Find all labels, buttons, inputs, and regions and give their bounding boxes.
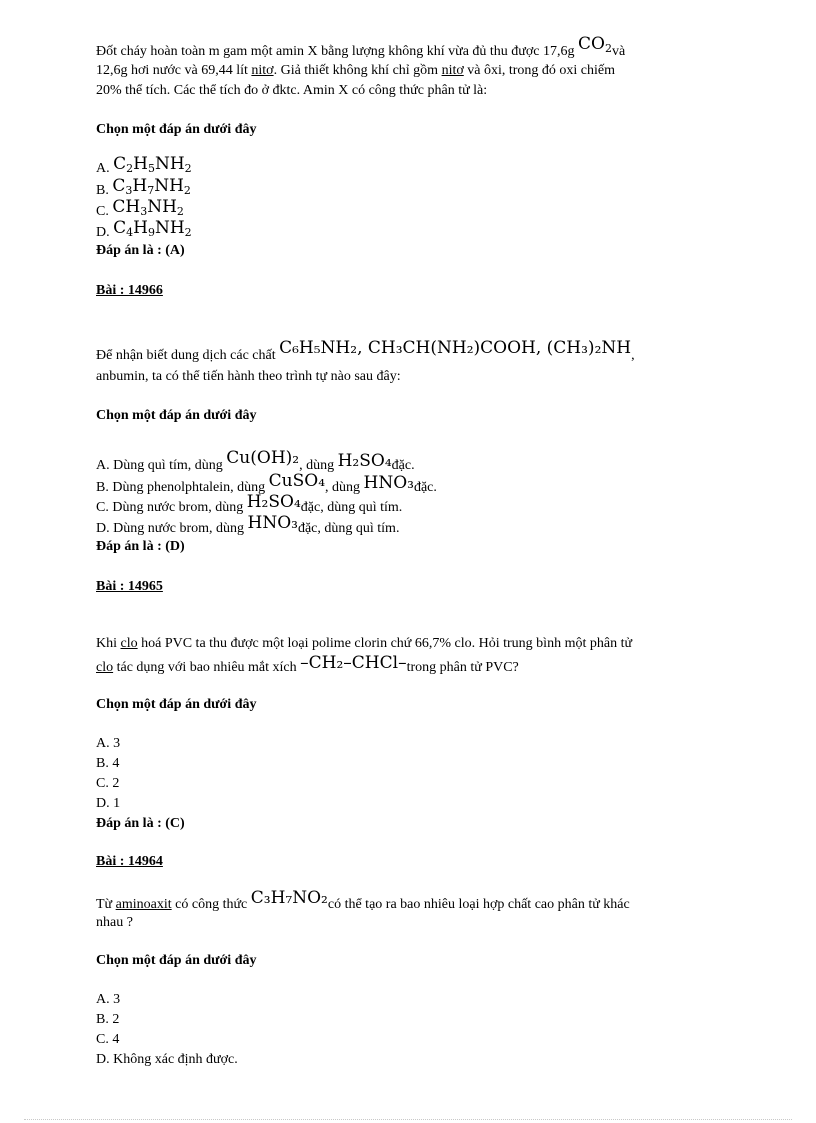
- question-4-title: Bài : 14964: [96, 854, 163, 869]
- formula-c3h7no2: C₃H₇NO₂: [250, 888, 328, 908]
- q2-option-b[interactable]: B. Dùng phenolphtalein, dùng CuSO₄, dùng HNO₃đặc.: [96, 471, 437, 495]
- formula-pvc-unit: –CH₂–CHCl–: [300, 653, 407, 673]
- question-2-text-line-2: anbumin, ta có thể tiến hành theo trình tự nào sau đây:: [96, 369, 401, 384]
- q1-option-b[interactable]: B. $C_3H_7NH_2$: [96, 176, 191, 198]
- q4-option-b[interactable]: B. 2: [96, 1012, 120, 1027]
- question-3-text-line-1: Khi clo hoá PVC ta thu được một loại polime clorin chứ 66,7% clo. Hỏi trung bình một phân tử: [96, 636, 633, 651]
- answer-prompt-4: Chọn một đáp án dưới đây: [96, 953, 257, 968]
- q1-option-c[interactable]: C. $CH_3NH_2$: [96, 197, 184, 219]
- q4-option-a[interactable]: A. 3: [96, 992, 121, 1007]
- question-2-title: Bài : 14966: [96, 283, 163, 298]
- question-4-text-line-1: Từ aminoaxit có công thức C₃H₇NO₂có thể tạo ra bao nhiêu loại hợp chất cao phân tử khác: [96, 888, 630, 912]
- q3-option-a[interactable]: A. 3: [96, 736, 121, 751]
- question-4-text-line-2: nhau ?: [96, 915, 133, 930]
- question-1-text-line-3: 20% thể tích. Các thể tích đo ở đktc. Amin X có công thức phân tử là:: [96, 83, 488, 98]
- q2-option-c[interactable]: C. Dùng nước brom, dùng H₂SO₄đặc, dùng quì tím.: [96, 492, 403, 515]
- formula-co2: $CO_2$: [578, 34, 612, 55]
- q3-option-c[interactable]: C. 2: [96, 776, 120, 791]
- q2-option-a[interactable]: A. Dùng quì tím, dùng Cu(OH)₂, dùng H₂SO₄đặc.: [96, 448, 415, 473]
- q4-option-d[interactable]: D. Không xác định được.: [96, 1052, 238, 1067]
- answer-1: Đáp án là : (A): [96, 243, 185, 258]
- question-3-title: Bài : 14965: [96, 579, 163, 594]
- q4-option-c[interactable]: C. 4: [96, 1032, 120, 1047]
- question-1-text-line-2: 12,6g hơi nước và 69,44 lít nitơ. Giả thiết không khí chỉ gồm nitơ và ôxi, trong đó oxi chiếm: [96, 63, 616, 78]
- answer-prompt-2: Chọn một đáp án dưới đây: [96, 408, 257, 423]
- answer-prompt-3: Chọn một đáp án dưới đây: [96, 697, 257, 712]
- answer-3: Đáp án là : (C): [96, 816, 185, 831]
- page-bottom-divider: [24, 1119, 792, 1120]
- q1-option-a[interactable]: A. $C_2H_5NH_2$: [96, 154, 192, 176]
- q1-option-d[interactable]: D. $C_4H_9NH_2$: [96, 218, 192, 240]
- formula-list: C₆H₅NH₂, CH₃CH(NH₂)COOH, (CH₃)₂NH: [279, 338, 632, 358]
- question-3-text-line-2: clo tác dụng với bao nhiêu mắt xích –CH₂–CHCl–trong phân tử PVC?: [96, 653, 519, 675]
- question-1-text-line-1: Đốt cháy hoàn toàn m gam một amin X bằng lượng không khí vừa đủ thu được 17,6g $CO_2và$: [96, 34, 626, 59]
- q2-option-d[interactable]: D. Dùng nước brom, dùng HNO₃đặc, dùng quì tím.: [96, 513, 400, 536]
- q3-option-b[interactable]: B. 4: [96, 756, 120, 771]
- answer-prompt-1: Chọn một đáp án dưới đây: [96, 122, 257, 137]
- answer-2: Đáp án là : (D): [96, 539, 185, 554]
- question-2-text-line-1: Để nhận biết dung dịch các chất C₆H₅NH₂, CH₃CH(NH₂)COOH, (CH₃)₂NH,: [96, 338, 635, 363]
- q3-option-d[interactable]: D. 1: [96, 796, 121, 811]
